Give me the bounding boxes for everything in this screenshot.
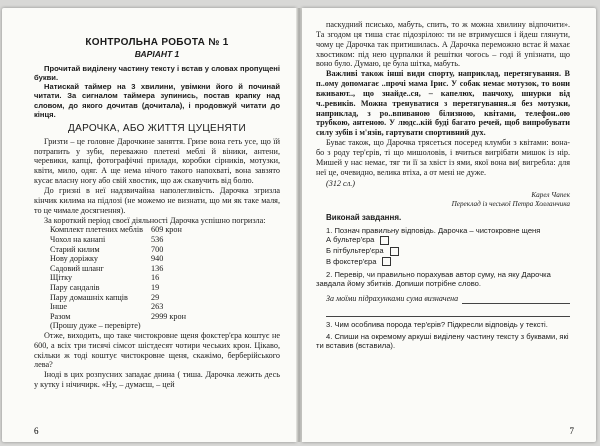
story-title: ДАРОЧКА, АБО ЖИТТЯ ЦУЦЕНЯТИ <box>68 122 246 134</box>
author: Карел Чапек <box>531 191 570 200</box>
item-name: Старий килим <box>50 244 100 254</box>
table-row <box>50 273 186 283</box>
item-value: 19 <box>151 282 160 292</box>
item-value: 16 <box>151 273 160 283</box>
sum-fill-line[interactable] <box>326 294 570 304</box>
item-name: Разом <box>50 311 71 321</box>
highlighted-paragraph: Важливі також інші види спорту, наприклад, перетягування. В п..ому допомагає ..прочі мама Ірис. У собак немає мотузок, то вони вживают.., що знайде..ся, – капелюх, панчоху, шнурки від ч..ревиків. Можна тренуватися з перетягування..я без мотузки, наприклад, з ро..впиваною білизною, квітами, телефон..ою трубкою, антеною. У людс..кій буді багато речей, щоб випробувати силу зубів і м'язів, гартувати спортивний дух. <box>316 69 570 138</box>
item-value: 136 <box>151 263 164 273</box>
item-name: Інше <box>50 302 68 312</box>
test-title: КОНТРОЛЬНА РОБОТА № 1 <box>85 37 229 48</box>
item-name: Комплект плетених меблів <box>50 225 143 235</box>
option-b[interactable] <box>326 246 570 257</box>
item-value: 940 <box>151 254 164 264</box>
paragraph: До гризні в неї надзвичайна наполегливість. Дарочка згризла кінчик килима на підлозі (не можемо не визнати, що ми як такe маля, то це чимале досягнення). <box>34 185 280 215</box>
answer-checkbox[interactable] <box>390 247 399 256</box>
item-value: 536 <box>151 234 164 244</box>
word-count: (312 сл.) <box>326 178 356 188</box>
instruction-1: Прочитай виділену частину тексту і встав у словах пропущені букви. <box>34 63 280 82</box>
page-number: 6 <box>34 426 39 436</box>
instruction-2: Натискай таймер на 3 хвилини, увімкни його й починай читати. За сигналом таймера зупинись, постав крапку над словом, до якого дочитав (дочитала), і продовжуй читати до кінця. <box>34 82 280 119</box>
table-row <box>50 302 186 312</box>
option-a[interactable] <box>326 235 570 246</box>
item-value: 2999 крон <box>151 311 186 321</box>
paragraph: паскудний псисько, мабуть, спить, то ж можна хвилину відпочити». Та згодом ця тиша стає підозрілою: ти не втримуєшся і йдеш глянути, чому це Дарочка так притишилась. А Дарочка переможно встає й махає хвостиком: під нею цурпалки й решітки чогось – годі й упізнати, що воно було. Думаю, це була шітка, мабуть. <box>316 20 570 69</box>
answer-line[interactable] <box>326 306 570 317</box>
option-label: Б пітбультер'єра <box>326 245 384 255</box>
table-row <box>50 235 186 245</box>
table-row <box>50 254 186 264</box>
question-2: 2. Перевір, чи правильно порахував автор суму, на яку Дарочка завдала йому збитків. Допиши потрібне слово. <box>316 270 551 289</box>
item-value: 29 <box>151 292 160 302</box>
table-row <box>50 312 186 322</box>
item-value: 700 <box>151 244 164 254</box>
option-c[interactable] <box>326 257 570 268</box>
item-value: 609 крон <box>151 225 182 235</box>
left-page <box>2 8 296 442</box>
answer-checkbox[interactable] <box>382 257 391 266</box>
option-label: А бультер'єра <box>326 235 375 245</box>
table-row <box>50 225 186 235</box>
answer-line[interactable] <box>462 294 570 304</box>
paragraph: За короткий період своєї діяльності Дарочка успішно погризла: <box>44 215 266 225</box>
table-row <box>50 321 186 331</box>
table-row <box>50 264 186 274</box>
question-1: 1. Познач правильну відповідь. Дарочка – чистокровне щеня <box>326 226 541 236</box>
question-4: 4. Спиши на окремому аркуші виділену частину тексту з буквами, які ти вставив (вставила). <box>316 331 569 350</box>
translator: Переклад із чеської Петра Холланчика <box>451 200 570 209</box>
item-name: Садовий шланг <box>50 263 104 273</box>
table-row <box>50 293 186 303</box>
damage-table <box>50 225 186 331</box>
item-name: Нову доріжку <box>50 254 98 264</box>
paragraph: Буває також, що Дарочка трясеться посеред клумби з квітами: вона-бо з роду тер'єрів, ті що мишоловів, і вчиться вигрібати мишок із нір. Мишей у нас немає, тяг ти її за хвіст із ями, якої вона ви( вигребла: для неї це, очевидно, велика втіха, а от мені не дуже. <box>316 138 570 177</box>
item-name: Щітку <box>50 273 73 283</box>
item-name: (Прошу дуже – перевірте) <box>50 321 141 331</box>
paragraph: Отже, виходить, що таке чистокровне щеня фокстер'єра коштує не 600, а всіх три тисячі сімсот шістдесят чотири чеських крон. Цікаво, скільки ж тоді коштує чистокровне щеня, скажімо, берберійського лева? <box>34 330 280 370</box>
page-number: 7 <box>569 426 574 436</box>
item-value: 263 <box>151 302 164 312</box>
item-name: Пару сандалів <box>50 282 100 292</box>
fill-prompt: За моїми підрахунками сума визначена <box>326 293 459 303</box>
paragraph: Гризти – це головне Дарочкине заняття. Гризе вона геть усе, що їй потрапить у зуби, переважно плетені меблі й віники, антени, черевики, капці, фотографічні прилади, коробки сірників, мотузки, квіти, мило, одяг. А ще нема нічого такого напохваті, вона завзято кусає власну ногу або свій хвостик, що аж скавучить від болю. <box>34 136 280 186</box>
variant-label: ВАРІАНТ 1 <box>134 48 180 59</box>
table-row <box>50 245 186 255</box>
tasks-heading: Виконай завдання. <box>326 213 402 223</box>
option-label: В фокстер'єра <box>326 256 377 266</box>
item-name: Пару домашніх капців <box>50 292 128 302</box>
paragraph: Іноді в цих розпусних западає днина ( тиша. Дарочка лежить десь у кутку і нічичирк. «Ну, – думаєш, – цей <box>34 370 280 390</box>
answer-checkbox[interactable] <box>380 236 389 245</box>
right-page <box>302 8 596 442</box>
item-name: Чохол на канапі <box>50 234 106 244</box>
table-row <box>50 283 186 293</box>
question-3: 3. Чим особлива порода тер'єрів? Підкресли відповідь у тексті. <box>326 319 548 329</box>
item-value <box>143 321 186 331</box>
